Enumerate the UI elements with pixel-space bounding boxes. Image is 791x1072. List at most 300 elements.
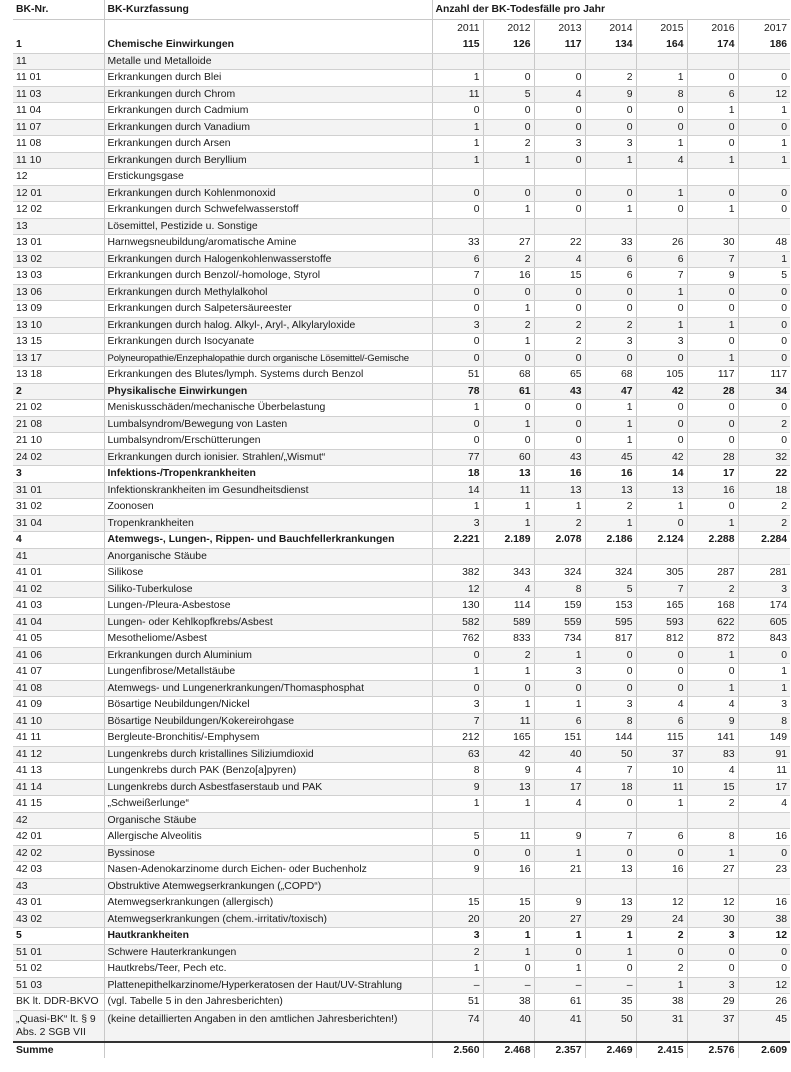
- death-count-cell: 2: [534, 334, 585, 351]
- death-count-cell: 17: [738, 779, 790, 796]
- death-count-cell: 8: [738, 713, 790, 730]
- year-header-blank: [104, 20, 432, 38]
- bk-description: Nasen-Adenokarzinome durch Eichen- oder Buchenholz: [104, 862, 432, 879]
- death-count-cell: [687, 169, 738, 186]
- death-count-cell: 5: [483, 86, 534, 103]
- table-row: [13, 235, 790, 252]
- table-row: [13, 317, 790, 334]
- death-count-cell: 3: [585, 334, 636, 351]
- death-count-cell: 51: [432, 367, 483, 384]
- death-count-cell: 0: [687, 334, 738, 351]
- bk-description: Plattenepithelkarzinome/Hyperkeratosen der Haut/UV-Strahlung: [104, 977, 432, 994]
- table-row: [13, 466, 790, 483]
- death-count-cell: 33: [432, 235, 483, 252]
- bk-description: Erstickungsgase: [104, 169, 432, 186]
- death-count-cell: 0: [687, 664, 738, 681]
- sum-value: 2.468: [483, 1042, 534, 1059]
- death-count-cell: 0: [636, 845, 687, 862]
- sum-label: Summe: [13, 1042, 104, 1059]
- death-count-cell: 6: [636, 251, 687, 268]
- bk-number: 43 01: [13, 895, 104, 912]
- death-count-cell: 0: [483, 185, 534, 202]
- death-count-cell: 6: [687, 86, 738, 103]
- bk-number: 31 02: [13, 499, 104, 516]
- bk-description: Mesotheliome/Asbest: [104, 631, 432, 648]
- table-row: [13, 284, 790, 301]
- death-count-cell: 9: [534, 895, 585, 912]
- death-count-cell: 61: [534, 994, 585, 1011]
- death-count-cell: 1: [687, 317, 738, 334]
- bk-number: 41 14: [13, 779, 104, 796]
- death-count-cell: 12: [738, 977, 790, 994]
- death-count-cell: 0: [738, 400, 790, 417]
- death-count-cell: 1: [585, 928, 636, 945]
- death-count-cell: 1: [687, 647, 738, 664]
- bk-description: Erkrankungen durch Beryllium: [104, 152, 432, 169]
- death-count-cell: 595: [585, 614, 636, 631]
- death-count-cell: 0: [687, 944, 738, 961]
- death-count-cell: 40: [483, 1010, 534, 1042]
- death-count-cell: 0: [738, 350, 790, 367]
- death-count-cell: 0: [483, 103, 534, 120]
- death-count-cell: 2: [585, 317, 636, 334]
- bk-number: 13 01: [13, 235, 104, 252]
- death-count-cell: 41: [534, 1010, 585, 1042]
- bk-number: 1: [13, 37, 104, 53]
- bk-description: Erkrankungen durch Kohlenmonoxid: [104, 185, 432, 202]
- death-count-cell: 11: [636, 779, 687, 796]
- death-count-cell: 38: [483, 994, 534, 1011]
- bk-number: 41 07: [13, 664, 104, 681]
- bk-description: Atemwegs- und Lungenerkrankungen/Thomasphosphat: [104, 680, 432, 697]
- death-count-cell: [738, 218, 790, 235]
- death-count-cell: 11: [483, 829, 534, 846]
- table-row: [13, 812, 790, 829]
- sum-value: 2.415: [636, 1042, 687, 1059]
- bk-description: Erkrankungen durch Arsen: [104, 136, 432, 153]
- death-count-cell: 16: [687, 482, 738, 499]
- bk-description: Bergleute-Bronchitis/-Emphysem: [104, 730, 432, 747]
- death-count-cell: 1: [432, 664, 483, 681]
- death-count-cell: 1: [483, 499, 534, 516]
- death-count-cell: 1: [687, 515, 738, 532]
- death-count-cell: 0: [636, 515, 687, 532]
- death-count-cell: –: [585, 977, 636, 994]
- table-row: [13, 433, 790, 450]
- bk-number: 5: [13, 928, 104, 945]
- death-count-cell: 5: [738, 268, 790, 285]
- death-count-cell: 9: [534, 829, 585, 846]
- bk-description: Erkrankungen durch halog. Alkyl-, Aryl-, Alkylaryloxide: [104, 317, 432, 334]
- bk-number: 13 06: [13, 284, 104, 301]
- death-count-cell: 0: [483, 284, 534, 301]
- death-count-cell: 115: [432, 37, 483, 53]
- bk-description: Lumbalsyndrom/Bewegung von Lasten: [104, 416, 432, 433]
- death-count-cell: 9: [483, 763, 534, 780]
- death-count-cell: [534, 53, 585, 70]
- death-count-cell: 68: [585, 367, 636, 384]
- bk-number: 41 03: [13, 598, 104, 615]
- death-count-cell: 0: [483, 845, 534, 862]
- death-count-cell: 2: [738, 416, 790, 433]
- death-count-cell: 0: [738, 301, 790, 318]
- death-count-cell: 1: [738, 251, 790, 268]
- death-count-cell: 9: [687, 268, 738, 285]
- death-count-cell: 1: [585, 202, 636, 219]
- death-count-cell: 17: [687, 466, 738, 483]
- death-count-cell: 1: [483, 697, 534, 714]
- death-count-cell: [534, 878, 585, 895]
- table-row: [13, 70, 790, 87]
- death-count-cell: 9: [585, 86, 636, 103]
- death-count-cell: 63: [432, 746, 483, 763]
- death-count-cell: 287: [687, 565, 738, 582]
- death-count-cell: [534, 169, 585, 186]
- death-count-cell: 2: [636, 928, 687, 945]
- header-row: [13, 0, 790, 20]
- death-count-cell: 3: [432, 697, 483, 714]
- bk-description: Atemwegserkrankungen (chem.-irritativ/toxisch): [104, 911, 432, 928]
- table-row: [13, 961, 790, 978]
- death-count-cell: 0: [534, 70, 585, 87]
- bk-number: 13 18: [13, 367, 104, 384]
- death-count-cell: 0: [534, 433, 585, 450]
- death-count-cell: 174: [738, 598, 790, 615]
- table-row: [13, 334, 790, 351]
- bk-number: 51 02: [13, 961, 104, 978]
- death-count-cell: 151: [534, 730, 585, 747]
- death-count-cell: 1: [483, 944, 534, 961]
- death-count-cell: [585, 53, 636, 70]
- death-count-cell: 1: [483, 301, 534, 318]
- death-count-cell: 3: [687, 977, 738, 994]
- bk-number: 11 10: [13, 152, 104, 169]
- bk-description: Meniskusschäden/mechanische Überbelastung: [104, 400, 432, 417]
- death-count-cell: 117: [738, 367, 790, 384]
- death-count-cell: 0: [483, 433, 534, 450]
- table-row: [13, 185, 790, 202]
- death-count-cell: 8: [636, 86, 687, 103]
- death-count-cell: 16: [636, 862, 687, 879]
- death-count-cell: 8: [585, 713, 636, 730]
- bk-description: Lungen-/Pleura-Asbestose: [104, 598, 432, 615]
- year-header-blank: [13, 20, 104, 38]
- table-row: [13, 482, 790, 499]
- death-count-cell: 1: [432, 136, 483, 153]
- death-count-cell: 2.189: [483, 532, 534, 549]
- death-count-cell: 1: [585, 400, 636, 417]
- bk-description: Erkrankungen durch Schwefelwasserstoff: [104, 202, 432, 219]
- death-count-cell: 28: [687, 383, 738, 400]
- death-count-cell: [483, 218, 534, 235]
- bk-number: 12 01: [13, 185, 104, 202]
- death-count-cell: 1: [432, 119, 483, 136]
- death-count-cell: 0: [636, 202, 687, 219]
- death-count-cell: 21: [534, 862, 585, 879]
- bk-number: 13 02: [13, 251, 104, 268]
- bk-number: 41 08: [13, 680, 104, 697]
- death-count-cell: 0: [585, 961, 636, 978]
- death-count-cell: 3: [432, 515, 483, 532]
- death-count-cell: 1: [687, 845, 738, 862]
- table-row: [13, 845, 790, 862]
- death-count-cell: 26: [738, 994, 790, 1011]
- death-count-cell: 7: [585, 829, 636, 846]
- death-count-cell: 23: [738, 862, 790, 879]
- bk-description: Erkrankungen durch Methylalkohol: [104, 284, 432, 301]
- bk-description: Lungenkrebs durch PAK (Benzo[a]pyren): [104, 763, 432, 780]
- table-body: [13, 37, 790, 1042]
- bk-number: 11 08: [13, 136, 104, 153]
- death-count-cell: 0: [534, 152, 585, 169]
- column-header-nr: BK-Nr.: [13, 0, 104, 20]
- death-count-cell: 2.186: [585, 532, 636, 549]
- death-count-cell: 0: [483, 70, 534, 87]
- death-count-cell: 0: [636, 350, 687, 367]
- table-row: [13, 532, 790, 549]
- death-count-cell: 1: [483, 664, 534, 681]
- death-count-cell: 13: [483, 466, 534, 483]
- death-count-cell: 40: [534, 746, 585, 763]
- bk-number: 41 12: [13, 746, 104, 763]
- death-count-cell: 165: [483, 730, 534, 747]
- death-count-cell: 50: [585, 1010, 636, 1042]
- death-count-cell: 4: [636, 697, 687, 714]
- table-row: [13, 928, 790, 945]
- death-count-cell: 2: [432, 944, 483, 961]
- death-count-cell: 0: [738, 961, 790, 978]
- death-count-cell: 1: [687, 152, 738, 169]
- bk-number: 11 01: [13, 70, 104, 87]
- bk-number: 24 02: [13, 449, 104, 466]
- table-row: [13, 565, 790, 582]
- bk-number: 21 10: [13, 433, 104, 450]
- death-count-cell: 10: [636, 763, 687, 780]
- bk-description: Byssinose: [104, 845, 432, 862]
- bk-description: Lungenkrebs durch Asbestfaserstaub und PAK: [104, 779, 432, 796]
- death-count-cell: 65: [534, 367, 585, 384]
- death-count-cell: [432, 878, 483, 895]
- death-count-cell: [738, 53, 790, 70]
- death-count-cell: 4: [738, 796, 790, 813]
- death-count-cell: 16: [585, 466, 636, 483]
- death-count-cell: 5: [432, 829, 483, 846]
- death-count-cell: [636, 218, 687, 235]
- death-count-cell: [432, 548, 483, 565]
- death-count-cell: 605: [738, 614, 790, 631]
- death-count-cell: 0: [687, 499, 738, 516]
- table-row: [13, 119, 790, 136]
- table-row: [13, 862, 790, 879]
- death-count-cell: 9: [432, 862, 483, 879]
- death-count-cell: 1: [483, 928, 534, 945]
- death-count-cell: 0: [687, 433, 738, 450]
- death-count-cell: 165: [636, 598, 687, 615]
- bk-description: Erkrankungen durch Aluminium: [104, 647, 432, 664]
- death-count-cell: 31: [636, 1010, 687, 1042]
- death-count-cell: 26: [636, 235, 687, 252]
- death-count-cell: 1: [534, 647, 585, 664]
- death-count-cell: [432, 169, 483, 186]
- death-count-cell: 1: [432, 70, 483, 87]
- table-row: [13, 647, 790, 664]
- table-row: [13, 152, 790, 169]
- table-row: [13, 499, 790, 516]
- death-count-cell: 22: [534, 235, 585, 252]
- table-row: [13, 136, 790, 153]
- death-count-cell: 0: [534, 284, 585, 301]
- bk-description: Erkrankungen durch Benzol/-homologe, Styrol: [104, 268, 432, 285]
- bk-number: 41 15: [13, 796, 104, 813]
- table-row: [13, 680, 790, 697]
- death-count-cell: –: [432, 977, 483, 994]
- death-count-cell: [738, 812, 790, 829]
- death-count-cell: 18: [738, 482, 790, 499]
- table-row: [13, 218, 790, 235]
- death-count-cell: 34: [738, 383, 790, 400]
- bk-description: Allergische Alveolitis: [104, 829, 432, 846]
- death-count-cell: 6: [636, 713, 687, 730]
- death-count-cell: 0: [738, 845, 790, 862]
- death-count-cell: 0: [534, 185, 585, 202]
- death-count-cell: 0: [534, 944, 585, 961]
- death-count-cell: 47: [585, 383, 636, 400]
- death-count-cell: 1: [432, 961, 483, 978]
- table-row: [13, 202, 790, 219]
- table-row: [13, 169, 790, 186]
- death-count-cell: 3: [687, 928, 738, 945]
- table-row: [13, 697, 790, 714]
- death-count-cell: 0: [636, 433, 687, 450]
- death-count-cell: 1: [636, 185, 687, 202]
- death-count-cell: 1: [483, 202, 534, 219]
- death-count-cell: 13: [585, 482, 636, 499]
- bk-description: Bösartige Neubildungen/Kokereirohgase: [104, 713, 432, 730]
- death-count-cell: 134: [585, 37, 636, 53]
- death-count-cell: 2: [687, 796, 738, 813]
- bk-number: 41 13: [13, 763, 104, 780]
- bk-number: „Quasi-BK“ lt. § 9 Abs. 2 SGB VII: [13, 1010, 104, 1042]
- death-count-cell: 117: [687, 367, 738, 384]
- bk-number: 41 05: [13, 631, 104, 648]
- death-count-cell: 1: [483, 416, 534, 433]
- death-count-cell: 1: [687, 103, 738, 120]
- death-count-cell: 12: [432, 581, 483, 598]
- death-count-cell: 7: [636, 268, 687, 285]
- death-count-cell: 1: [432, 499, 483, 516]
- death-count-cell: 1: [738, 664, 790, 681]
- death-count-cell: 149: [738, 730, 790, 747]
- death-count-cell: 1: [432, 152, 483, 169]
- death-count-cell: [432, 218, 483, 235]
- bk-number: 12 02: [13, 202, 104, 219]
- death-count-cell: 3: [432, 317, 483, 334]
- bk-description: Obstruktive Atemwegserkrankungen („COPD“): [104, 878, 432, 895]
- death-count-cell: 1: [636, 284, 687, 301]
- death-count-cell: 3: [738, 581, 790, 598]
- death-count-cell: 0: [432, 416, 483, 433]
- death-count-cell: 2: [534, 317, 585, 334]
- death-count-cell: 0: [534, 103, 585, 120]
- death-count-cell: [432, 53, 483, 70]
- death-count-cell: 42: [636, 449, 687, 466]
- death-count-cell: 6: [636, 829, 687, 846]
- table-row: [13, 350, 790, 367]
- death-count-cell: 105: [636, 367, 687, 384]
- death-count-cell: [687, 548, 738, 565]
- death-count-cell: 2.288: [687, 532, 738, 549]
- death-count-cell: 4: [687, 697, 738, 714]
- death-count-cell: 0: [585, 103, 636, 120]
- death-count-cell: 2: [483, 317, 534, 334]
- death-count-cell: 115: [636, 730, 687, 747]
- death-count-cell: 0: [483, 350, 534, 367]
- death-count-cell: 2: [585, 70, 636, 87]
- death-count-cell: 168: [687, 598, 738, 615]
- bk-number: 31 04: [13, 515, 104, 532]
- death-count-cell: 1: [534, 961, 585, 978]
- death-count-cell: 1: [636, 317, 687, 334]
- death-count-cell: 38: [636, 994, 687, 1011]
- death-count-cell: 38: [738, 911, 790, 928]
- death-count-cell: 0: [534, 350, 585, 367]
- death-count-cell: 8: [687, 829, 738, 846]
- death-count-cell: 4: [534, 796, 585, 813]
- death-count-cell: 0: [687, 284, 738, 301]
- death-count-cell: 734: [534, 631, 585, 648]
- bk-description: Erkrankungen durch Isocyanate: [104, 334, 432, 351]
- death-count-cell: 144: [585, 730, 636, 747]
- death-count-cell: 2: [738, 499, 790, 516]
- death-count-cell: 0: [534, 416, 585, 433]
- table-row: [13, 400, 790, 417]
- table-row: [13, 911, 790, 928]
- bk-description: Erkrankungen durch Cadmium: [104, 103, 432, 120]
- death-count-cell: 872: [687, 631, 738, 648]
- death-count-cell: 12: [636, 895, 687, 912]
- death-count-cell: 0: [636, 103, 687, 120]
- death-count-cell: 42: [483, 746, 534, 763]
- death-count-cell: [636, 53, 687, 70]
- table-row: [13, 416, 790, 433]
- death-count-cell: [483, 878, 534, 895]
- death-count-cell: 1: [687, 202, 738, 219]
- bk-number: 4: [13, 532, 104, 549]
- death-count-cell: 15: [432, 895, 483, 912]
- death-count-cell: 0: [738, 284, 790, 301]
- death-count-cell: 324: [585, 565, 636, 582]
- death-count-cell: 35: [585, 994, 636, 1011]
- death-count-cell: 0: [738, 334, 790, 351]
- death-count-cell: 6: [432, 251, 483, 268]
- death-count-cell: 6: [534, 713, 585, 730]
- death-count-cell: 45: [585, 449, 636, 466]
- death-count-cell: 0: [432, 284, 483, 301]
- bk-number: 11: [13, 53, 104, 70]
- sum-value: 2.609: [738, 1042, 790, 1059]
- table-row: [13, 763, 790, 780]
- death-count-cell: 0: [687, 301, 738, 318]
- column-header-desc: BK-Kurzfassung: [104, 0, 432, 20]
- death-count-cell: 1: [483, 152, 534, 169]
- death-count-cell: 0: [432, 301, 483, 318]
- death-count-cell: [534, 218, 585, 235]
- death-count-cell: 12: [687, 895, 738, 912]
- table-row: [13, 515, 790, 532]
- death-count-cell: 13: [636, 482, 687, 499]
- death-count-cell: 27: [534, 911, 585, 928]
- death-count-cell: [585, 812, 636, 829]
